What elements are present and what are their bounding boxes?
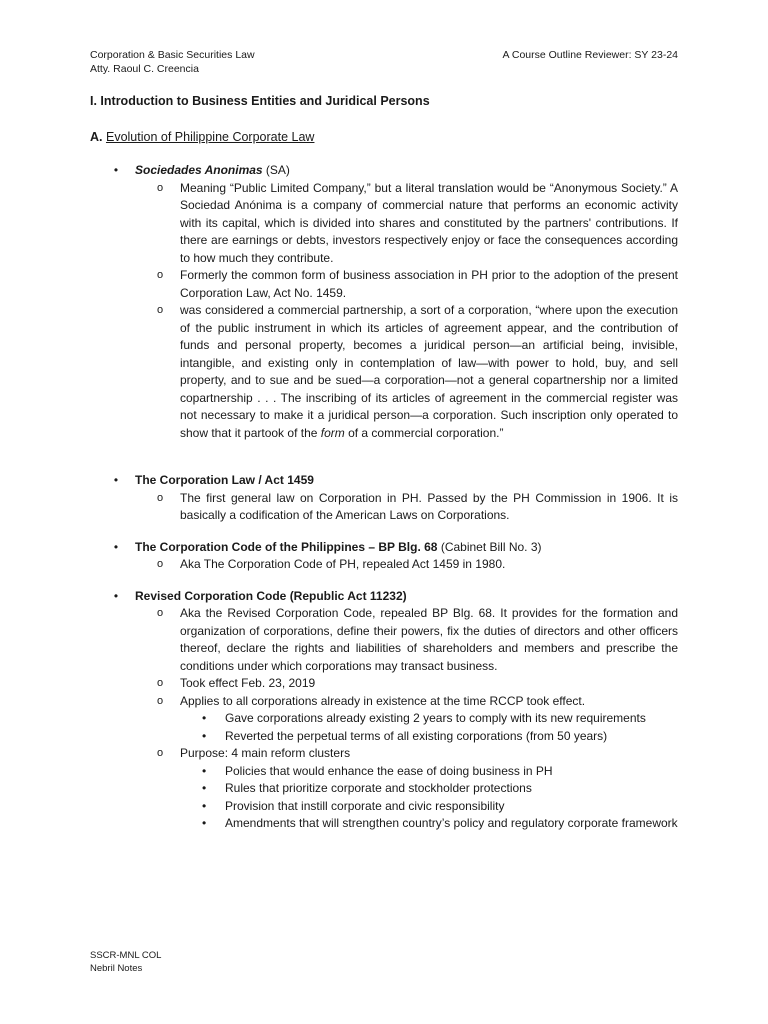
subsection-heading — [90, 130, 314, 144]
circle-bullet-icon: o — [157, 269, 164, 281]
circle-bullet-icon: o — [157, 558, 164, 570]
reviewer-label: A Course Outline Reviewer: SY 23-24 — [502, 49, 678, 61]
topic-heading — [135, 539, 678, 557]
outline-body — [110, 162, 678, 847]
topic-name: The Corporation Law / Act 1459 — [135, 473, 314, 487]
point-text: Applies to all corporations already in existence at the time RCCP took effect. — [180, 693, 586, 708]
topic-suffix: (SA) — [262, 163, 290, 177]
sub-point-text: Reverted the perpetual terms of all existing corporations (from 50 years) — [225, 728, 608, 743]
circle-bullet-icon: o — [157, 747, 164, 759]
sub-points — [180, 763, 678, 833]
circle-bullet-icon: o — [157, 677, 164, 689]
topic-heading — [135, 162, 678, 180]
point-text-end: of a commercial corporation.” — [344, 425, 504, 440]
sub-list-item — [180, 763, 678, 781]
list-item — [135, 180, 678, 268]
page-footer — [90, 950, 161, 975]
topic-revised-corporation-code — [110, 588, 678, 833]
list-item — [135, 302, 678, 442]
sub-point-text: Policies that would enhance the ease of doing business in PH — [225, 763, 553, 778]
point-text: Aka the Revised Corporation Code, repealed BP Blg. 68. It provides for the formation and organization of corporations, define their powers, fix the duties of directors and other officers thereof, declare the rights and liabilities of shareholders and members and prescribe the conditions under which corporations may transact business. — [180, 606, 678, 673]
topic-heading — [135, 472, 678, 490]
point-text: The first general law on Corporation in PH. Passed by the PH Commission in 1906. It is basically a codification of the American Laws on Corporations. — [180, 490, 678, 522]
bullet-icon: • — [113, 539, 119, 554]
sub-list-item — [180, 710, 678, 728]
bullet-icon: • — [202, 711, 207, 725]
footer-line-2: Nebril Notes — [90, 962, 143, 974]
topic-suffix: (Cabinet Bill No. 3) — [437, 539, 542, 554]
topic-points — [135, 605, 678, 833]
sub-points — [180, 710, 678, 745]
footer-line-1: SSCR-MNL COL — [90, 950, 162, 961]
bullet-icon: • — [202, 798, 207, 813]
list-item — [135, 490, 678, 525]
topic-heading — [135, 588, 678, 606]
list-item — [135, 267, 678, 302]
point-text: Took effect Feb. 23, 2019 — [180, 676, 316, 690]
topic-sociedades-anonimas — [110, 162, 678, 442]
bullet-icon: • — [113, 473, 119, 487]
sub-list-item — [180, 798, 678, 816]
topic-points — [135, 490, 678, 525]
list-item — [135, 556, 678, 574]
bullet-icon: • — [113, 588, 119, 603]
topic-name: Revised Corporation Code (Republic Act 11232) — [135, 588, 407, 603]
subsection-title: Evolution of Philippine Corporate Law — [105, 130, 315, 144]
point-text: Formerly the common form of business association in PH prior to the adoption of the present Corporation Law, Act No. 1459. — [180, 268, 678, 300]
circle-bullet-icon: o — [157, 491, 164, 504]
list-item — [135, 745, 678, 833]
point-text: was considered a commercial partnership, a sort of a corporation, “where upon the execution of the public instrument in which its articles of agreement appear, and the contribution of funds and personal property, becomes a juridical person—an artificial being, invisible, intangible, and existing only in contemplation of law—with power to hold, buy, and sell property, and to sue and be sued—a corporation—not a general copartnership nor a limited copartnership . . . The inscribing of its articles of agreement in the commercial register was not necessary to make it a juridical person—a corporation. Such inscription only operated to show that it partook of the — [180, 303, 678, 440]
list-item — [135, 675, 678, 693]
page-header — [90, 48, 678, 76]
point-text: Aka The Corporation Code of PH, repealed Act 1459 in 1980. — [180, 557, 506, 571]
list-item — [135, 693, 678, 746]
topic-bp-blg-68 — [110, 539, 678, 574]
subsection-label: A. — [90, 130, 103, 144]
sub-list-item — [180, 780, 678, 798]
topic-points — [135, 556, 678, 574]
circle-bullet-icon: o — [157, 181, 164, 194]
sub-point-text: Amendments that will strengthen country’s policy and regulatory corporate framework — [225, 816, 678, 830]
course-title: Corporation & Basic Securities Law — [90, 49, 255, 61]
bullet-icon: • — [202, 763, 207, 778]
sub-list-item — [180, 815, 678, 833]
circle-bullet-icon: o — [157, 607, 164, 619]
bullet-icon: • — [113, 163, 119, 177]
point-text: Meaning “Public Limited Company,” but a literal translation would be “Anonymous Society.” A Sociedad Anónima is a company of commercial nature that performs an economic activity with its capital, which is divided into shares and constituted by the partners' contributions. If there are earnings or debts, investors respectively enjoy or face the consequences according to how much they contribute. — [180, 180, 678, 265]
sub-point-text: Provision that instill corporate and civic responsibility — [225, 798, 505, 813]
bullet-icon: • — [202, 781, 207, 795]
circle-bullet-icon: o — [157, 694, 164, 707]
sub-point-text: Rules that prioritize corporate and stockholder protections — [225, 781, 532, 795]
circle-bullet-icon: o — [157, 304, 164, 316]
list-item — [135, 605, 678, 675]
topic-points — [135, 180, 678, 443]
topic-name: The Corporation Code of the Philippines – BP Blg. 68 — [135, 539, 438, 554]
bullet-icon: • — [202, 728, 207, 743]
topic-act-1459 — [110, 472, 678, 525]
emphasis-text: form — [320, 425, 345, 440]
sub-point-text: Gave corporations already existing 2 years to comply with its new requirements — [225, 711, 646, 725]
sub-list-item — [180, 728, 678, 746]
point-text: Purpose: 4 main reform clusters — [180, 746, 351, 760]
author-name: Atty. Raoul C. Creencia — [90, 63, 199, 75]
bullet-icon: • — [202, 816, 207, 830]
section-title: I. Introduction to Business Entities and Juridical Persons — [90, 94, 430, 108]
topic-name: Sociedades Anonimas — [135, 163, 263, 177]
